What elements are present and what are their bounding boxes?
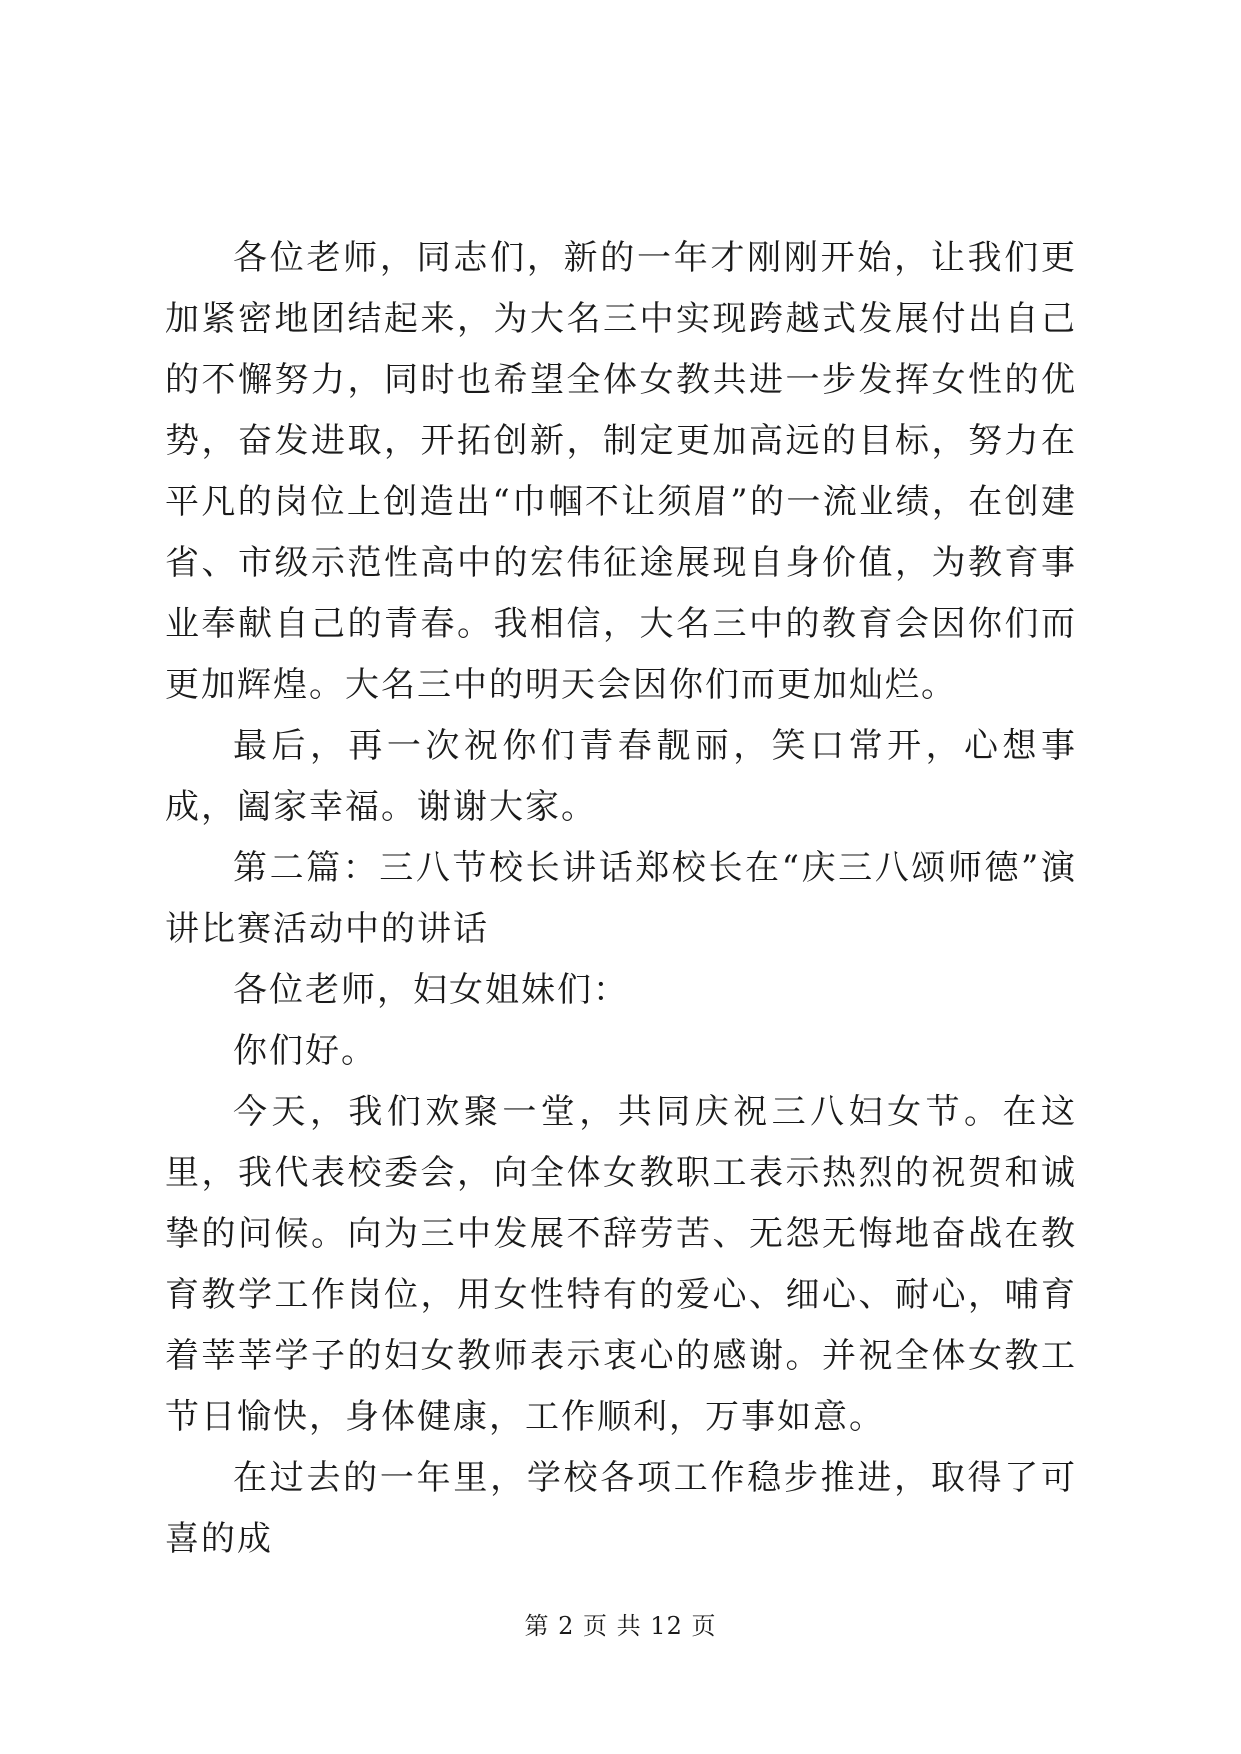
paragraph: 最后，再一次祝你们青春靓丽，笑口常开，心想事成，阖家幸福。谢谢大家。 <box>165 726 1077 827</box>
paragraph: 在过去的一年里，学校各项工作稳步推进，取得了可喜的成 <box>165 1458 1077 1559</box>
paragraph-greeting: 你们好。 <box>233 1031 377 1071</box>
paragraph-salutation: 各位老师，妇女姐妹们： <box>233 970 629 1010</box>
paragraph: 今天，我们欢聚一堂，共同庆祝三八妇女节。在这里，我代表校委会，向全体女教职工表示热烈的祝贺和诚挚的问候。向为三中发展不辞劳苦、无怨无悔地奋战在教育教学工作岗位，用女性特有的爱心、细心、耐心，哺育着莘莘学子的妇女教师表示衷心的感谢。并祝全体女教工节日愉快，身体健康，工作顺利，万事如意。 <box>165 1092 1077 1437</box>
paragraph: 各位老师，同志们，新的一年才刚刚开始，让我们更加紧密地团结起来，为大名三中实现跨越式发展付出自己的不懈努力，同时也希望全体女教共进一步发挥女性的优势，奋发进取，开拓创新，制定更加高远的目标，努力在平凡的岗位上创造出“巾帼不让须眉”的一流业绩，在创建省、市级示范性高中的宏伟征途展现自身价值，为教育事业奉献自己的青春。我相信，大名三中的教育会因你们而更加辉煌。大名三中的明天会因你们而更加灿烂。 <box>165 238 1077 705</box>
paragraph-heading: 第二篇：三八节校长讲话郑校长在“庆三八颂师德”演讲比赛活动中的讲话 <box>165 848 1077 949</box>
document-body <box>165 228 1077 1570</box>
page-number-footer: 第 2 页 共 12 页 <box>524 1612 717 1640</box>
